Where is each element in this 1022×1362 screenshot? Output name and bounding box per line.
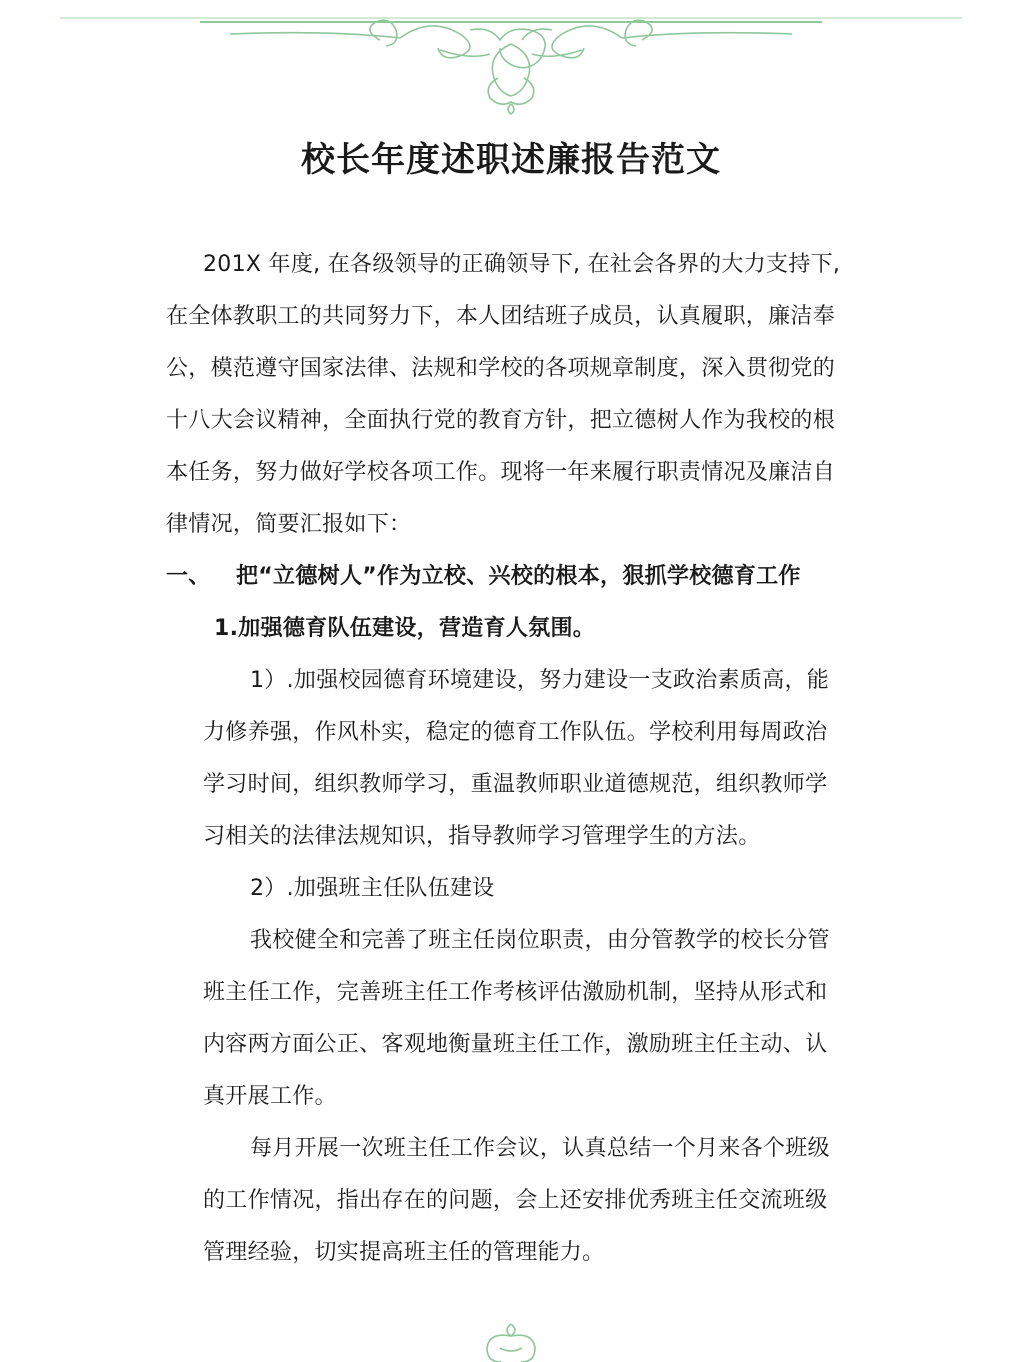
para3-line: 管理经验，切实提高班主任的管理能力。 — [203, 1240, 605, 1265]
intro-line: 十八大会议精神，全面执行党的教育方针，把立德树人作为我校的根 — [166, 408, 836, 433]
para2-line: 真开展工作。 — [203, 1084, 337, 1109]
item1-line: 学习时间，组织教师学习，重温教师职业道德规范，组织教师学 — [203, 772, 828, 797]
para3-line: 的工作情况，指出存在的问题，会上还安排优秀班主任交流班级 — [203, 1188, 828, 1213]
para2-line: 班主任工作，完善班主任工作考核评估激励机制，坚持从形式和 — [203, 980, 828, 1005]
page-title: 校长年度述职述廉报告范文 — [301, 140, 721, 180]
subsection-heading: 1.加强德育队伍建设，营造育人氛围。 — [214, 616, 596, 641]
para2-line: 内容两方面公正、客观地衡量班主任工作，激励班主任主动、认 — [203, 1032, 828, 1057]
section-heading: 把“立德树人”作为立校、兴校的根本，狠抓学校德育工作 — [236, 564, 801, 589]
item1-line: 1）.加强校园德育环境建设，努力建设一支政治素质高，能 — [250, 668, 830, 693]
para3-line: 每月开展一次班主任工作会议，认真总结一个月来各个班级 — [250, 1136, 830, 1161]
item2-title: 2）.加强班主任队伍建设 — [250, 876, 495, 901]
intro-line: 201X 年度, 在各级领导的正确领导下, 在社会各界的大力支持下, — [203, 252, 841, 277]
intro-line: 律情况，简要汇报如下： — [166, 512, 412, 537]
section-number: 一、 — [166, 564, 211, 589]
intro-line: 本任务，努力做好学校各项工作。现将一年来履行职责情况及廉洁自 — [166, 460, 836, 485]
bottom-ornament-flourish — [0, 1318, 1022, 1362]
item1-line: 习相关的法律法规知识，指导教师学习管理学生的方法。 — [203, 824, 761, 849]
para2-line: 我校健全和完善了班主任岗位职责，由分管教学的校长分管 — [250, 928, 830, 953]
intro-line: 公，模范遵守国家法律、法规和学校的各项规章制度，深入贯彻党的 — [166, 356, 836, 381]
intro-line: 在全体教职工的共同努力下，本人团结班子成员，认真履职，廉洁奉 — [166, 304, 836, 329]
top-ornament-flourish — [0, 0, 1022, 115]
item1-line: 力修养强，作风朴实，稳定的德育工作队伍。学校利用每周政治 — [203, 720, 828, 745]
